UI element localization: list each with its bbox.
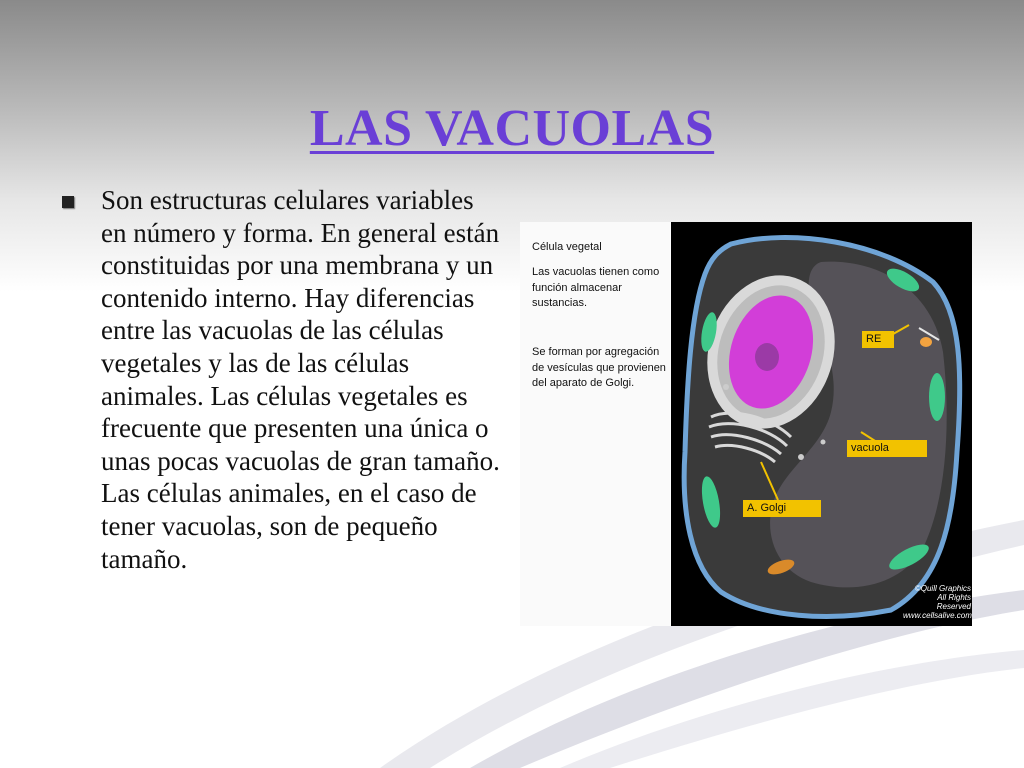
slide-title[interactable]: LAS VACUOLAS (309, 99, 715, 157)
label-re: RE (862, 331, 894, 348)
copyright-line-3: www.cellsalive.com (903, 611, 972, 620)
plant-cell-figure (520, 222, 972, 626)
bullet-text: Son estructuras celulares variables en número y forma. En general están constituidas por una membrana y un contenido interno. Hay diferencias entre las vacuolas de las células vegetales y las de las células animales. Las células vegetales es frecuente que presenten una única o unas pocas vacuolas de gran tamaño. Las células animales, en el caso de tener vacuolas, son de pequeño tamaño. (101, 185, 500, 574)
label-golgi: A. Golgi (743, 500, 821, 517)
figure-title: Célula vegetal (532, 241, 602, 253)
figure-paragraph-formation: Se forman por agregación de vesículas que provienen del aparato de Golgi. (532, 346, 666, 389)
figure-caption-panel (520, 222, 670, 626)
figure-paragraph-function: Las vacuolas tienen como función almacenar sustancias. (532, 266, 660, 309)
square-bullet-icon (62, 196, 74, 208)
plant-cell-drawing (671, 222, 972, 626)
cell-illustration (671, 222, 972, 626)
bullet-item (62, 184, 502, 575)
copyright-line-2: All Rights Reserved (936, 593, 971, 611)
chloroplast (929, 373, 945, 421)
label-vacuola: vacuola (847, 440, 927, 457)
copyright-notice (903, 584, 971, 620)
copyright-line-1: ©Quill Graphics (914, 584, 971, 593)
